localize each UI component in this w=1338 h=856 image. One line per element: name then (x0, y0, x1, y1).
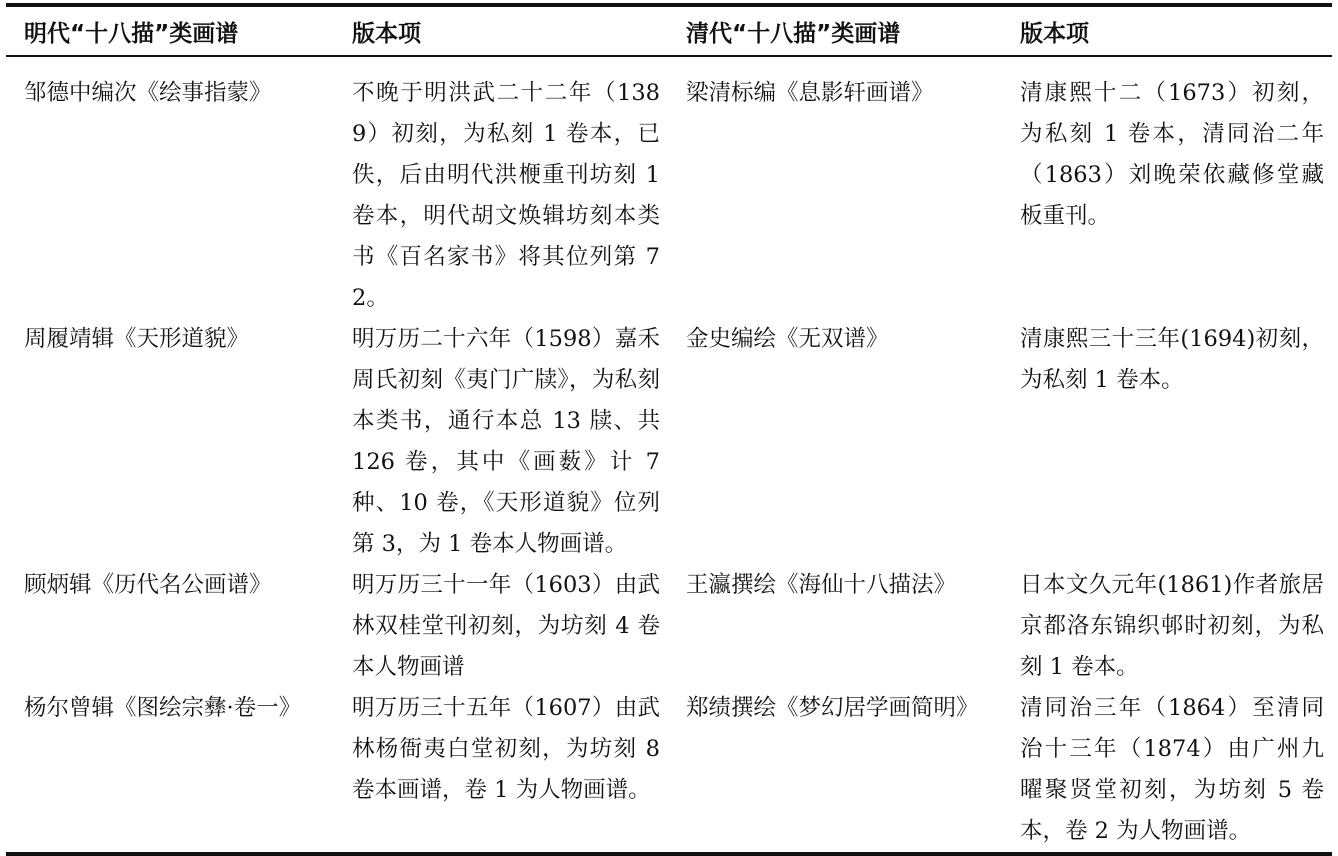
ming-edition-info: 明万历三十一年（1603）由武林双桂堂刊初刻，为坊刻 4 卷本人物画谱 (352, 572, 660, 680)
table-row (6, 319, 1332, 565)
table-header (6, 5, 1332, 56)
qing-manual-title: 郑绩撰绘《梦幻居学画简明》 (686, 695, 979, 721)
header-qing-manuals: 清代“十八描”类画谱 (686, 20, 901, 47)
qing-manual-title: 梁清标编《息影轩画谱》 (686, 80, 934, 106)
qing-edition-info: 清康熙三十三年(1694)初刻，为私刻 1 卷本。 (1020, 326, 1324, 393)
header-ming-manuals: 明代“十八描”类画谱 (24, 20, 239, 47)
qing-edition-info: 日本文久元年(1861)作者旅居京都洛东锦织邨时初刻，为私刻 1 卷本。 (1020, 572, 1324, 680)
ming-manual-title: 邹德中编次《绘事指蒙》 (24, 80, 272, 106)
header-row (6, 5, 1332, 56)
ming-edition-info: 明万历二十六年（1598）嘉禾周氏初刻《夷门广牍》，为私刻本类书，通行本总 13 牍、共 126 卷，其中《画薮》计 7 种、10 卷，《天形道貌》位列第 3，为 1 卷本人物画谱。 (352, 326, 660, 557)
qing-manual-title: 金史编绘《无双谱》 (686, 326, 889, 352)
painting-manual-comparison-table (6, 3, 1332, 856)
table-body (6, 56, 1332, 854)
comparison-table-container (6, 3, 1332, 856)
qing-edition-info: 清同治三年（1864）至清同治十三年（1874）由广州九曜聚贤堂初刻，为坊刻 5 卷本，卷 2 为人物画谱。 (1020, 695, 1324, 844)
header-ming-edition: 版本项 (352, 20, 421, 47)
ming-manual-title: 杨尔曾辑《图绘宗彝·卷一》 (24, 695, 302, 721)
ming-edition-info: 不晚于明洪武二十二年（1389）初刻，为私刻 1 卷本，已佚，后由明代洪楩重刊坊刻 1 卷本，明代胡文焕辑坊刻本类书《百名家书》将其位列第 72。 (352, 80, 660, 311)
ming-edition-info: 明万历三十五年（1607）由武林杨衙夷白堂初刻，为坊刻 8 卷本画谱，卷 1 为人物画谱。 (352, 695, 660, 803)
table-row (6, 56, 1332, 319)
qing-edition-info: 清康熙十二（1673）初刻，为私刻 1 卷本，清同治二年（1863）刘晚荣依藏修堂藏板重刊。 (1020, 80, 1324, 229)
table-row (6, 688, 1332, 854)
ming-manual-title: 周履靖辑《天形道貌》 (24, 326, 250, 352)
header-qing-edition: 版本项 (1020, 20, 1089, 47)
qing-manual-title: 王瀛撰绘《海仙十八描法》 (686, 572, 957, 598)
table-row (6, 565, 1332, 688)
ming-manual-title: 顾炳辑《历代名公画谱》 (24, 572, 272, 598)
